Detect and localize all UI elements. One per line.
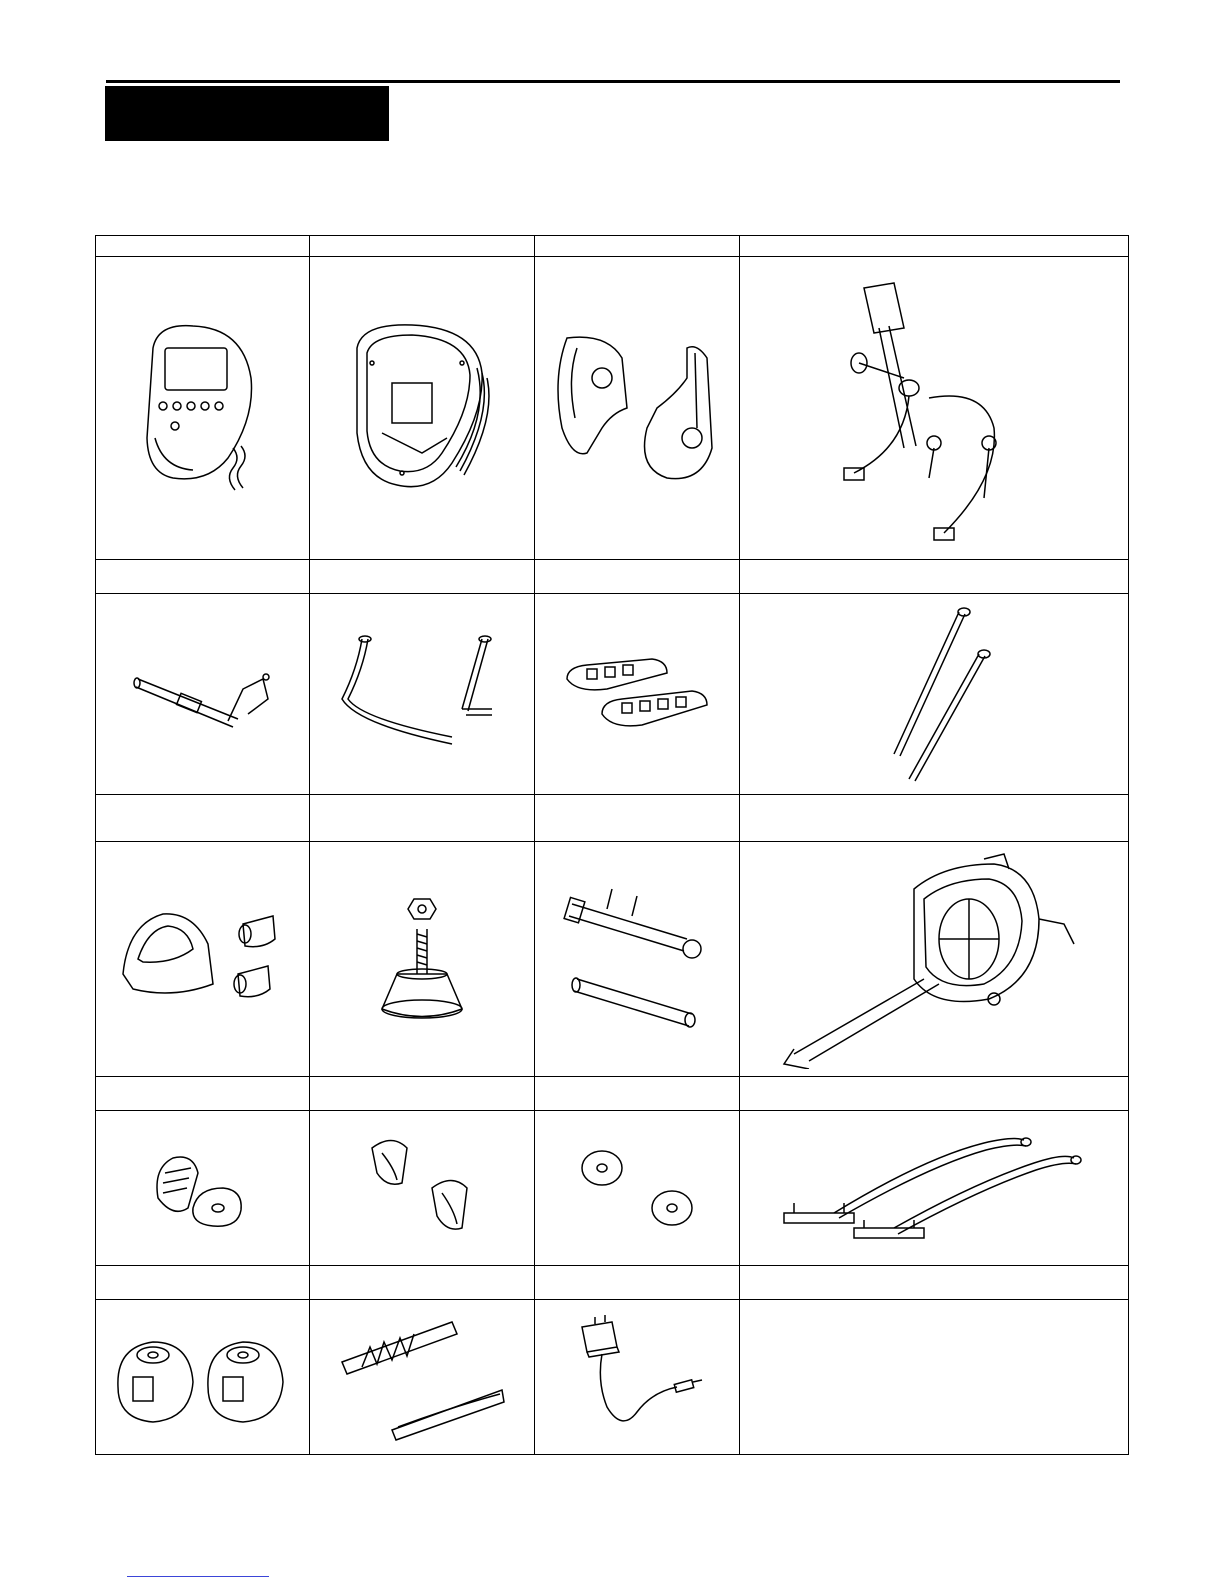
parts-table: [95, 235, 1129, 1455]
table-label-row: [96, 236, 1129, 257]
footer-link-underline[interactable]: [127, 1576, 269, 1577]
console-icon: [133, 318, 273, 498]
part-cell: [534, 1300, 739, 1455]
arm-caps-icon: [352, 1128, 492, 1248]
part-label: [96, 1077, 310, 1111]
part-cell: [534, 842, 739, 1077]
part-label: [96, 1266, 310, 1300]
part-cell: [96, 594, 310, 795]
part-cell: [96, 257, 310, 560]
table-image-row: [96, 257, 1129, 560]
front-cover-caps-icon: [113, 904, 293, 1014]
part-cell: [310, 1111, 534, 1266]
part-label: [739, 1266, 1128, 1300]
table-image-row: [96, 1111, 1129, 1266]
section-title-block: [105, 86, 389, 141]
power-adapter-icon: [567, 1312, 707, 1442]
table-label-row: [96, 1077, 1129, 1111]
part-cell: [310, 257, 534, 560]
top-rule: [106, 80, 1120, 83]
part-label: [310, 236, 534, 257]
part-cell: [310, 842, 534, 1077]
part-label: [534, 236, 739, 257]
part-label: [739, 795, 1128, 842]
table-image-row: [96, 594, 1129, 795]
washers-icon: [567, 1138, 707, 1238]
part-label: [96, 795, 310, 842]
console-back-cover-icon: [342, 313, 502, 503]
pedal-rails-icon: [774, 1128, 1094, 1248]
part-label: [739, 236, 1128, 257]
part-cell: [739, 842, 1128, 1077]
part-cell: [739, 257, 1128, 560]
part-cell: [534, 594, 739, 795]
front-post-frame-icon: [834, 268, 1034, 548]
transport-wheels-icon: [108, 1327, 298, 1427]
part-label: [534, 1266, 739, 1300]
part-label: [96, 236, 310, 257]
part-cell: [739, 1111, 1128, 1266]
part-label: [534, 795, 739, 842]
table-image-row: [96, 842, 1129, 1077]
part-label: [534, 1077, 739, 1111]
part-label: [310, 795, 534, 842]
table-label-row: [96, 1266, 1129, 1300]
part-cell: [310, 1300, 534, 1455]
part-cell: [310, 594, 534, 795]
part-label: [534, 560, 739, 594]
part-cell: [739, 594, 1128, 795]
part-label: [310, 560, 534, 594]
stabilizer-tubes-icon: [557, 884, 717, 1034]
part-label: [310, 1266, 534, 1300]
part-cell: [534, 257, 739, 560]
handlebar-bar-icon: [128, 649, 278, 739]
part-label: [739, 1077, 1128, 1111]
crank-covers-icon: [143, 1138, 263, 1238]
table-label-row: [96, 795, 1129, 842]
table-image-row: [96, 1300, 1129, 1455]
part-label: [739, 560, 1128, 594]
part-cell: [534, 1111, 739, 1266]
part-label: [96, 560, 310, 594]
main-frame-icon: [774, 849, 1094, 1069]
empty-part-cell: [739, 1300, 1128, 1455]
handlebar-post-covers-icon: [547, 318, 727, 498]
part-cell: [96, 1300, 310, 1455]
foot-pedals-icon: [557, 649, 717, 739]
long-rods-icon: [864, 604, 1004, 784]
table-label-row: [96, 560, 1129, 594]
part-cell: [96, 1111, 310, 1266]
swing-arms-icon: [332, 629, 512, 759]
rail-covers-icon: [332, 1312, 512, 1442]
part-label: [310, 1077, 534, 1111]
part-cell: [96, 842, 310, 1077]
leveling-foot-icon: [362, 889, 482, 1029]
